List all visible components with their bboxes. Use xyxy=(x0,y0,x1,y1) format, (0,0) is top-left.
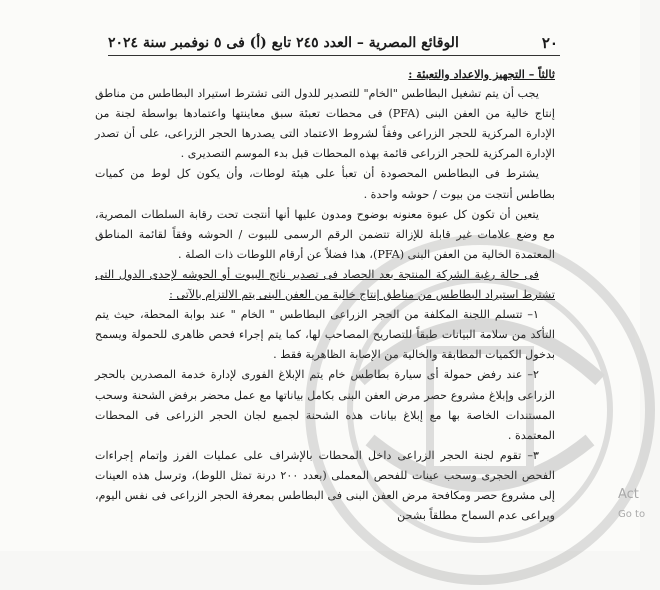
paragraph-item-1: ١– تتسلم اللجنة المكلفة من الحجر الزراعى البطاطس " الخام " عند بوابة المحطة، حيث يتم التأكد من سلامة البيانات طبقاً للتصاريح المصاحب لها، كما يتم إجراء فحص ظاهرى للحمولة ويسمح بدخول الكميات المطابقة والخالية من الإصابة الظاهرية فقط . xyxy=(95,308,555,362)
paragraph-labeling: يتعين أن تكون كل عبوة معنونه بوضوح ومدون عليها أنها أنتجت تحت رقابة السلطات المصرية، مع وضع علامات غير قابلة للإزالة تتضمن الرقم الرسمى للبيوت / الحوشه وفقاً لقائمة المناطق المعتمدة الخالية من العفن البنى (PFA)، هذا فضلاً عن أرقام اللوطات ذات الصلة . xyxy=(95,207,555,261)
activate-windows-watermark: Act Go to xyxy=(618,487,646,520)
section-heading: ثالثاً – التجهيز والاعداد والتعبئة : xyxy=(408,67,555,81)
paragraph-lots: يشترط فى البطاطس المحصودة أن تعبأ على هيئة لوطات، وأن يكون كل لوط من كميات بطاطس أنتجت من بيوت / حوشه واحدة . xyxy=(95,167,555,201)
paragraph-item-3: ٣– تقوم لجنة الحجر الزراعى داخل المحطات بالإشراف على عمليات الفرز وإتمام إجراءات الفحص الحجرى وسحب عينات للفحص المعملى (بعدد ٢٠٠ درنة تمثل اللوط)، وترسل هذه العينات إلى مشروع حصر ومكافحة مرض العفن البنى فى البطاطس بمعرفة الحجر الزراعى فى نفس اليوم، ويراعى عدم السماح مطلقاً بشحن xyxy=(95,448,555,523)
page-number: ٢٠ xyxy=(541,34,558,52)
header-divider xyxy=(108,55,560,56)
gazette-title: الوقائع المصرية – العدد ٢٤٥ تابع (أ) فى ٥ نوفمبر سنة ٢٠٢٤ xyxy=(108,35,459,51)
page-header xyxy=(108,34,558,52)
document-body xyxy=(95,64,555,526)
paragraph-processing-stations: يجب أن يتم تشغيل البطاطس "الخام" للتصدير للدول التى تشترط استيراد البطاطس من مناطق إنتاج خالية من العفن البنى (PFA) فى محطات تعبئة سبق معاينتها واعتمادها بواسطة لجنة من الإدارة المركزية للحجر الزراعى وفقاً لشروط الاعتماد التى يصدرها الحجر الزراعى، على أن تصدر الإدارة المركزية للحجر الزراعى قائمة بهذه المحطات قبل بدء الموسم التصديرى . xyxy=(95,87,555,161)
paragraph-export-conditions: فى حالة رغبة الشركة المنتجة بعد الحصاد فى تصدير ناتج البيوت أو الحوشه لإحدى الدول التى تشترط استيراد البطاطس من مناطق إنتاج خالية من العفن البنى يتم الالتزام بالآتى : xyxy=(95,267,555,302)
paragraph-item-2: ٢– عند رفض حمولة أى سيارة بطاطس خام يتم الإبلاغ الفورى لإدارة خدمة المصدرين بالحجر الزراعى وإبلاغ مشروع حصر مرض العفن البنى بكامل بياناتها مع عمل محضر برفض الشحنة وسحب المستندات الخاصة بها مع إبلاغ بيانات هذه الشحنة لجميع لجان الحجر الزراعى فى المحطات المعتمدة . xyxy=(95,368,555,442)
